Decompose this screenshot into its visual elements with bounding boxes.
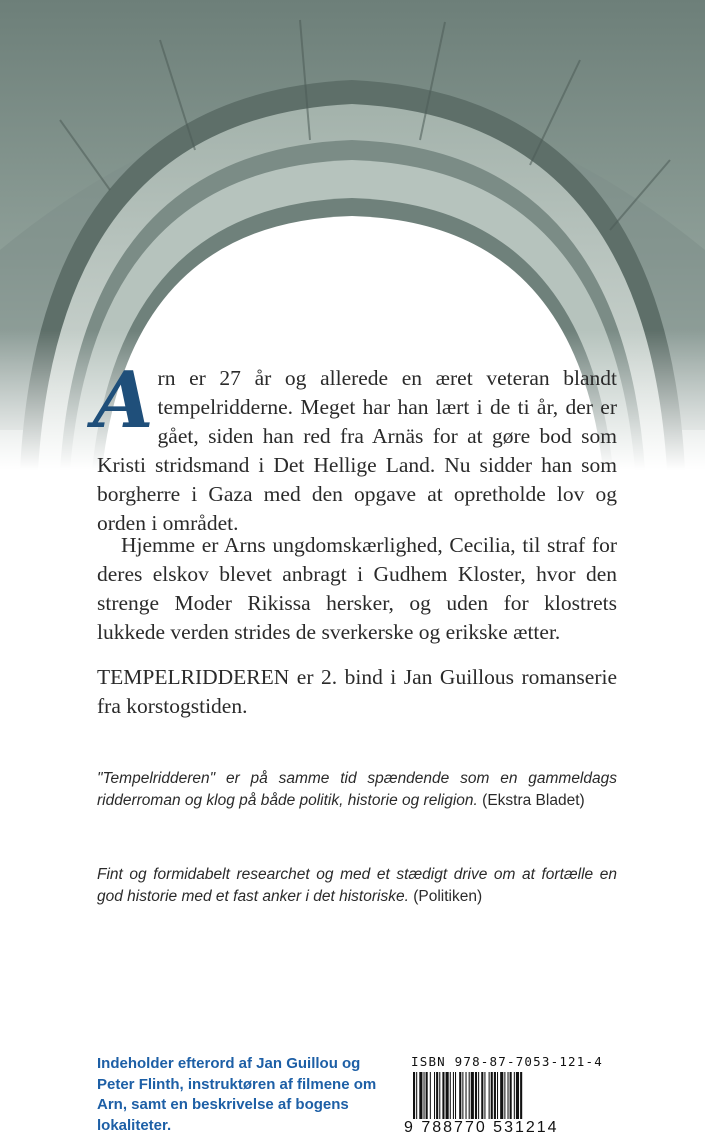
barcode-image	[411, 1072, 621, 1122]
barcode-digits: 9 788770 531214	[404, 1119, 624, 1137]
blurb-paragraph-1	[93, 355, 617, 538]
review-quote-2	[97, 864, 617, 908]
review-1-quote: "Tempelridderen" er på samme tid spændende som en gammeldags ridderroman og klog på både politik, historie og religion.	[97, 770, 617, 809]
review-1-source: (Ekstra Bladet)	[482, 792, 585, 809]
footer-note: Indeholder efterord af Jan Guillou og Peter Flinth, instruktøren af filmene om Arn, samt en beskrivelse af bogens lokaliteter.	[97, 1055, 377, 1134]
isbn-label: ISBN 978-87-7053-121-4	[411, 1054, 603, 1069]
blurb-paragraph-3: TEMPELRIDDEREN er 2. bind i Jan Guillous romanserie fra korstogstiden.	[97, 665, 617, 718]
review-quote-1	[97, 768, 617, 812]
blurb-paragraph-2: Hjemme er Arns ungdomskærlighed, Cecilia, til straf for deres elskov blevet anbragt i Gudhem Kloster, hvor den strenge Moder Rikissa hersker, og uden for klostrets lukkede verden strides de sverkerske og erikske ætter.	[97, 533, 617, 644]
blurb-paragraph-1-text: rn er 27 år og allerede en æret veteran blandt tempelridderne. Meget har han lært i de ti år, der er gået, siden han red fra Arnäs for at gøre bod som Kristi stridsmand i Det Hellige Land. Nu sidder han som borgherre i Gaza med den opgave at opretholde lov og orden i området.	[97, 366, 617, 535]
drop-cap-letter: A	[93, 355, 154, 446]
review-2-source: (Politiken)	[413, 888, 483, 905]
review-2-quote: Fint og formidabelt researchet og med et stædigt drive om at fortælle en god historie med et fast anker i det historiske.	[97, 866, 617, 905]
